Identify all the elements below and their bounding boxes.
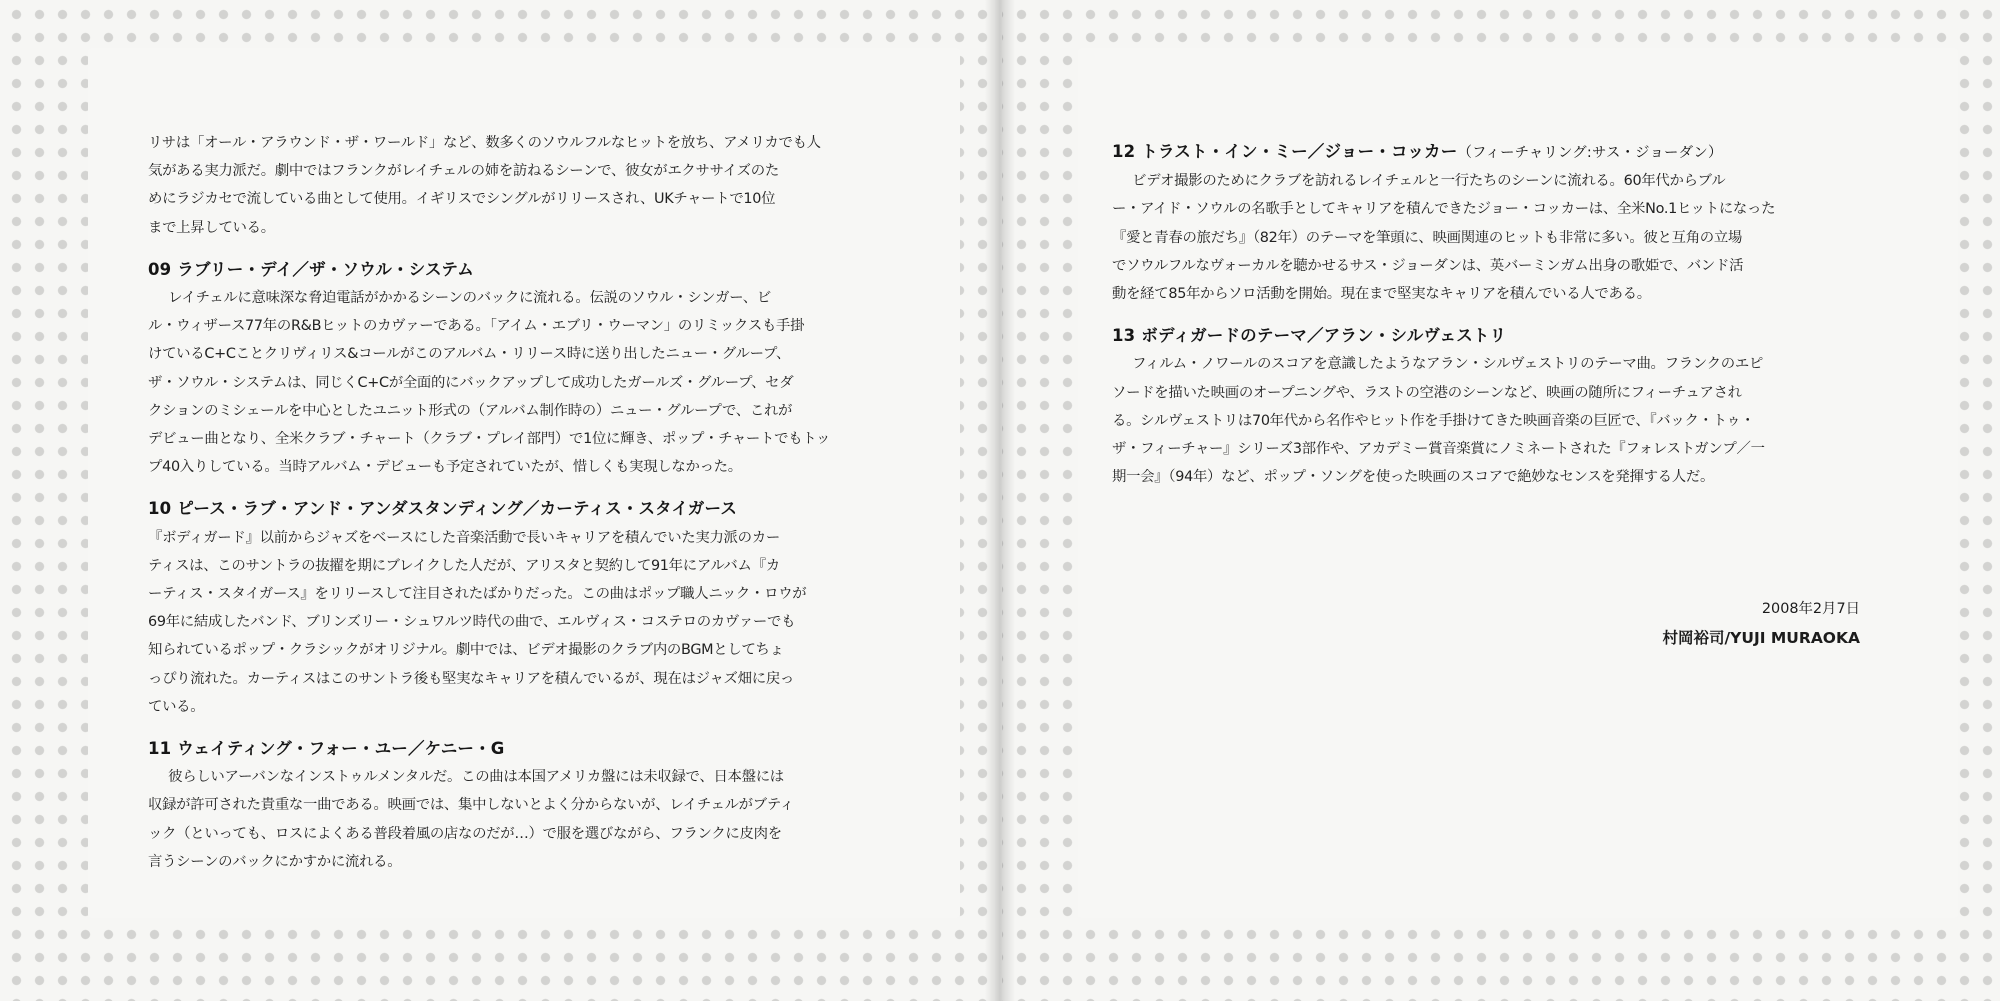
track-13-title: 13 ボディガードのテーマ／アラン・シルヴェストリ xyxy=(1112,326,1507,346)
text-line: ー・アイド・ソウルの名歌手としてキャリアを積んできたジョー・コッカーは、全米No.1ヒットになった xyxy=(1112,201,1776,218)
right-column xyxy=(1112,138,2000,491)
text-line: ック（といっても、ロスによくある普段着風の店なのだが…）で服を選びながら、フランクに皮肉を xyxy=(148,825,782,842)
text-line: クションのミシェールを中心としたユニット形式の（アルバム制作時の）ニュー・グループで、これが xyxy=(148,402,793,419)
text-line: ビデオ撮影のためにクラブを訪れるレイチェルと一行たちのシーンに流れる。60年代からブル xyxy=(1132,173,1726,190)
signature-block xyxy=(1662,594,1860,652)
track-09-section xyxy=(148,256,1168,482)
track-13-section xyxy=(1112,322,2000,491)
text-line: 気がある実力派だ。劇中ではフランクがレイチェルの姉を訪ねるシーンで、彼女がエクササイズのた xyxy=(148,163,779,180)
signature-date: 2008年2月7日 xyxy=(1761,601,1860,617)
text-line: 知られているポップ・クラシックがオリジナル。劇中では、ビデオ撮影のクラブ内のBGMとしてちょ xyxy=(148,642,784,659)
text-line: 『愛と青春の旅だち』（82年）のテーマを筆頭に、映画関連のヒットも非常に多い。彼と互角の立場 xyxy=(1112,229,1743,246)
track-11-title: 11 ウェイティング・フォー・ユー／ケニー・G xyxy=(148,739,505,759)
track-12-title xyxy=(1112,138,2000,167)
text-line: リサは「オール・アラウンド・ザ・ワールド」など、数多くのソウルフルなヒットを放ち、アメリカでも人 xyxy=(148,135,821,151)
left-column xyxy=(148,129,1168,876)
text-line: る。シルヴェストリは70年代から名作やヒット作を手掛けてきた映画音楽の巨匠で、『バック・トゥ・ xyxy=(1112,412,1755,429)
text-line: 69年に結成したバンド、ブリンズリー・シュワルツ時代の曲で、エルヴィス・コステロのカヴァーでも xyxy=(148,614,796,631)
text-line: 動を経て85年からソロ活動を開始。現在まで堅実なキャリアを積んでいる人である。 xyxy=(1112,286,1651,303)
signature-author: 村岡裕司/YUJI MURAOKA xyxy=(1662,629,1860,647)
text-line: めにラジカセで流している曲として使用。イギリスでシングルがリリースされ、UKチャートで10位 xyxy=(148,191,776,208)
text-line: 『ボディガード』以前からジャズをベースにした音楽活動で長いキャリアを積んでいた実力派のカー xyxy=(148,529,780,546)
text-line: フィルム・ノワールのスコアを意識したようなアラン・シルヴェストリのテーマ曲。フランクのエピ xyxy=(1132,356,1763,373)
text-line: 言うシーンのバックにかすかに流れる。 xyxy=(148,853,402,870)
track-09-title: 09 ラブリー・デイ／ザ・ソウル・システム xyxy=(148,259,474,279)
text-line: ザ・フィーチャー』シリーズ3部作や、アカデミー賞音楽賞にノミネートされた『フォレストガンプ／一 xyxy=(1112,441,1765,458)
text-line: ている。 xyxy=(148,698,205,715)
text-line: デビュー曲となり、全米クラブ・チャート（クラブ・プレイ部門）で1位に輝き、ポップ・チャートでもトッ xyxy=(148,431,831,448)
intro-paragraph xyxy=(148,129,1168,242)
text-line: けているC+Cことクリヴィリス&コールがこのアルバム・リリース時に送り出したニュー・グループ、 xyxy=(148,346,791,363)
text-line: ル・ウィザース77年のR&Bヒットのカヴァーである。「アイム・エブリ・ウーマン」のリミックスも手掛 xyxy=(148,318,805,335)
text-line: プ40入りしている。当時アルバム・デビューも予定されていたが、惜しくも実現しなかった。 xyxy=(148,459,742,476)
text-line: レイチェルに意味深な脅迫電話がかかるシーンのバックに流れる。伝説のソウル・シンガー、ビ xyxy=(168,290,771,307)
track-10-title: 10 ピース・ラブ・アンド・アンダスタンディング／カーティス・スタイガース xyxy=(148,499,738,519)
track-12-subtitle: （フィーチャリング:サス・ジョーダン） xyxy=(1457,145,1723,161)
text-line: 彼らしいアーバンなインストゥルメンタルだ。この曲は本国アメリカ盤には未収録で、日本盤には xyxy=(168,769,784,786)
text-line: ザ・ソウル・システムは、同じくC+Cが全面的にバックアップして成功したガールズ・グループ、セダ xyxy=(148,374,794,391)
track-10-section xyxy=(148,495,1168,721)
text-line: 期一会』（94年）など、ポップ・ソングを使った映画のスコアで絶妙なセンスを発揮する人だ。 xyxy=(1112,469,1715,486)
track-12-title-main: 12 トラスト・イン・ミー／ジョー・コッカー xyxy=(1112,142,1458,161)
track-11-section xyxy=(148,735,1168,876)
text-line: ティスは、このサントラの抜擢を期にブレイクした人だが、アリスタと契約して91年にアルバム『カ xyxy=(148,557,780,574)
text-line: まで上昇している。 xyxy=(148,219,275,236)
track-12-section xyxy=(1112,138,2000,308)
text-line: ーティス・スタイガース』をリリースして注目されたばかりだった。この曲はポップ職人ニック・ロウが xyxy=(148,586,807,603)
text-line: 収録が許可された貴重な一曲である。映画では、集中しないとよく分からないが、レイチェルがブティ xyxy=(148,797,794,814)
text-line: でソウルフルなヴォーカルを聴かせるサス・ジョーダンは、英バーミンガム出身の歌姫で、バンド活 xyxy=(1112,257,1744,274)
text-line: ソードを描いた映画のオープニングや、ラストの空港のシーンなど、映画の随所にフィーチュアされ xyxy=(1112,384,1742,401)
text-line: っぴり流れた。カーティスはこのサントラ後も堅実なキャリアを積んでいるが、現在はジャズ畑に戻っ xyxy=(148,670,795,687)
